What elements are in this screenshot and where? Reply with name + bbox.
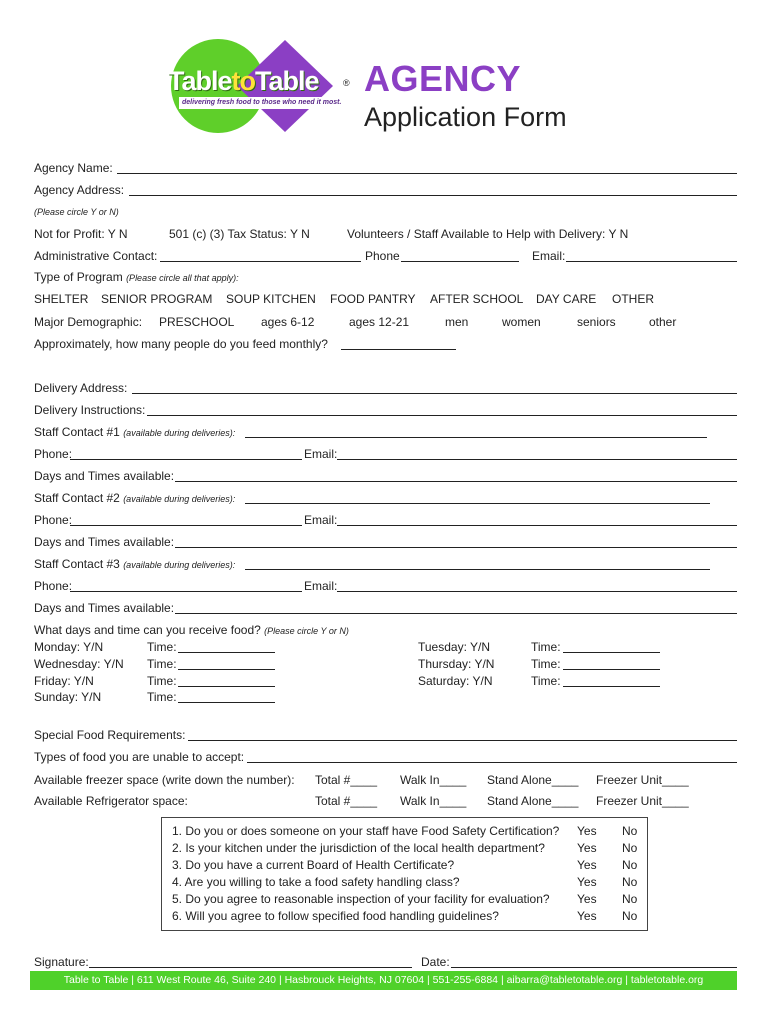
- footer-contact-bar: Table to Table | 611 West Route 46, Suite 240 | Hasbrouck Heights, NJ 07604 | 551-255-6884 | aibarra@tabletotable.org | tabletotable.org: [30, 971, 737, 990]
- staff-1-days-label: Days and Times available:: [34, 469, 175, 483]
- staff-2-days-label: Days and Times available:: [34, 535, 175, 549]
- question-4-no[interactable]: No: [622, 875, 638, 889]
- day-thursday[interactable]: Thursday: Y/N: [418, 657, 495, 671]
- staff-1-email-field[interactable]: [337, 459, 737, 460]
- agency-address-label: Agency Address:: [34, 183, 125, 197]
- admin-phone-field[interactable]: [401, 261, 519, 262]
- day-sunday[interactable]: Sunday: Y/N: [34, 690, 102, 704]
- time-label-saturday: Time:: [531, 674, 561, 688]
- program-type-after-school[interactable]: AFTER SCHOOL: [430, 292, 524, 306]
- staff-2-phone-label: Phone:: [34, 513, 73, 527]
- staff-1-phone-field[interactable]: [70, 459, 302, 460]
- signature-label: Signature:: [34, 955, 89, 969]
- demo-women[interactable]: women: [502, 315, 541, 329]
- delivery-instructions-label: Delivery Instructions:: [34, 403, 146, 417]
- staff-2-days-field[interactable]: [175, 547, 737, 548]
- day-friday[interactable]: Friday: Y/N: [34, 674, 94, 688]
- staff-contact-2-label: Staff Contact #2 (available during deliveries):: [34, 491, 236, 505]
- question-3-yes[interactable]: Yes: [577, 858, 597, 872]
- fridge-walk-in[interactable]: Walk In____: [400, 794, 467, 808]
- delivery-instructions-field[interactable]: [147, 415, 737, 416]
- question-5: 5. Do you agree to reasonable inspection of your facility for evaluation?: [172, 892, 550, 906]
- time-field-saturday[interactable]: [563, 686, 660, 687]
- staff-1-email-label: Email:: [304, 447, 338, 461]
- question-4: 4. Are you willing to take a food safety handling class?: [172, 875, 460, 889]
- program-type-soup-kitchen[interactable]: SOUP KITCHEN: [226, 292, 316, 306]
- time-field-monday[interactable]: [178, 652, 275, 653]
- question-6-yes[interactable]: Yes: [577, 909, 597, 923]
- staff-2-email-label: Email:: [304, 513, 338, 527]
- time-field-tuesday[interactable]: [563, 652, 660, 653]
- type-program-label: Type of Program (Please circle all that apply):: [34, 270, 239, 284]
- registered-mark: ®: [343, 78, 350, 88]
- freezer-walk-in[interactable]: Walk In____: [400, 773, 467, 787]
- time-field-wednesday[interactable]: [178, 669, 275, 670]
- program-type-food-pantry[interactable]: FOOD PANTRY: [330, 292, 416, 306]
- day-saturday[interactable]: Saturday: Y/N: [418, 674, 493, 688]
- question-1-yes[interactable]: Yes: [577, 824, 597, 838]
- question-3-no[interactable]: No: [622, 858, 638, 872]
- day-monday[interactable]: Monday: Y/N: [34, 640, 104, 654]
- question-2-no[interactable]: No: [622, 841, 638, 855]
- staff-2-email-field[interactable]: [337, 525, 737, 526]
- demo-men[interactable]: men: [445, 315, 469, 329]
- date-field[interactable]: [451, 967, 737, 968]
- question-4-yes[interactable]: Yes: [577, 875, 597, 889]
- time-field-friday[interactable]: [178, 686, 275, 687]
- question-5-no[interactable]: No: [622, 892, 638, 906]
- special-requirements-label: Special Food Requirements:: [34, 728, 186, 742]
- freezer-space-label: Available freezer space (write down the number):: [34, 773, 295, 787]
- question-2-yes[interactable]: Yes: [577, 841, 597, 855]
- demo-seniors[interactable]: seniors: [577, 315, 616, 329]
- freezer-total[interactable]: Total #____: [315, 773, 378, 787]
- question-5-yes[interactable]: Yes: [577, 892, 597, 906]
- time-label-wednesday: Time:: [147, 657, 177, 671]
- date-label: Date:: [421, 955, 450, 969]
- signature-field[interactable]: [89, 967, 412, 968]
- tax-status[interactable]: 501 (c) (3) Tax Status: Y N: [169, 227, 310, 241]
- time-field-thursday[interactable]: [563, 669, 660, 670]
- admin-email-field[interactable]: [566, 261, 737, 262]
- staff-1-days-field[interactable]: [175, 481, 737, 482]
- people-fed-label: Approximately, how many people do you feed monthly?: [34, 337, 328, 351]
- receive-food-label: What days and time can you receive food? (Please circle Y or N): [34, 623, 349, 637]
- admin-contact-label: Administrative Contact:: [34, 249, 158, 263]
- page-subtitle: Application Form: [364, 102, 567, 132]
- admin-email-label: Email:: [532, 249, 566, 263]
- day-wednesday[interactable]: Wednesday: Y/N: [34, 657, 124, 671]
- fridge-space-label: Available Refrigerator space:: [34, 794, 188, 808]
- special-requirements-field[interactable]: [188, 740, 737, 741]
- circle-note: (Please circle Y or N): [34, 207, 119, 217]
- staff-contact-2-field[interactable]: [245, 503, 710, 504]
- admin-phone-label: Phone: [365, 249, 400, 263]
- staff-3-phone-field[interactable]: [70, 591, 302, 592]
- staff-contact-3-label: Staff Contact #3 (available during deliveries):: [34, 557, 236, 571]
- staff-contact-1-label: Staff Contact #1 (available during deliveries):: [34, 425, 236, 439]
- people-fed-field[interactable]: [341, 349, 456, 350]
- demo-other[interactable]: other: [649, 315, 677, 329]
- staff-3-days-field[interactable]: [175, 613, 737, 614]
- program-type-other[interactable]: OTHER: [612, 292, 654, 306]
- fridge-total[interactable]: Total #____: [315, 794, 378, 808]
- unable-accept-field[interactable]: [247, 762, 737, 763]
- agency-name-field[interactable]: [117, 173, 737, 174]
- program-type-shelter[interactable]: SHELTER: [34, 292, 89, 306]
- time-label-friday: Time:: [147, 674, 177, 688]
- demo-ages-12-21[interactable]: ages 12-21: [349, 315, 410, 329]
- freezer-stand-alone[interactable]: Stand Alone____: [487, 773, 579, 787]
- question-1: 1. Do you or does someone on your staff have Food Safety Certification?: [172, 824, 560, 838]
- time-label-tuesday: Time:: [531, 640, 561, 654]
- page-title: AGENCY: [364, 58, 522, 99]
- volunteers-available[interactable]: Volunteers / Staff Available to Help with Delivery: Y N: [347, 227, 629, 241]
- logo: [165, 36, 365, 136]
- staff-3-days-label: Days and Times available:: [34, 601, 175, 615]
- day-tuesday[interactable]: Tuesday: Y/N: [418, 640, 491, 654]
- staff-2-phone-field[interactable]: [70, 525, 302, 526]
- staff-3-email-label: Email:: [304, 579, 338, 593]
- unable-accept-label: Types of food you are unable to accept:: [34, 750, 245, 764]
- delivery-address-field[interactable]: [132, 393, 737, 394]
- time-label-thursday: Time:: [531, 657, 561, 671]
- admin-contact-field[interactable]: [160, 261, 361, 262]
- question-2: 2. Is your kitchen under the jurisdiction of the local health department?: [172, 841, 545, 855]
- agency-name-label: Agency Name:: [34, 161, 113, 175]
- freezer-unit[interactable]: Freezer Unit____: [596, 773, 689, 787]
- staff-3-email-field[interactable]: [337, 591, 737, 592]
- delivery-address-label: Delivery Address:: [34, 381, 128, 395]
- demo-preschool[interactable]: PRESCHOOL: [159, 315, 235, 329]
- question-3: 3. Do you have a current Board of Health Certificate?: [172, 858, 455, 872]
- demo-ages-6-12[interactable]: ages 6-12: [261, 315, 315, 329]
- time-label-sunday: Time:: [147, 690, 177, 704]
- fridge-freezer-unit[interactable]: Freezer Unit____: [596, 794, 689, 808]
- program-type-day-care[interactable]: DAY CARE: [536, 292, 597, 306]
- time-label-monday: Time:: [147, 640, 177, 654]
- logo-wordmark: TabletoTable: [168, 66, 319, 96]
- major-demo-label: Major Demographic:: [34, 315, 143, 329]
- logo-tagline: delivering fresh food to those who need it most.: [179, 97, 349, 109]
- staff-contact-1-field[interactable]: [245, 437, 707, 438]
- program-type-senior[interactable]: SENIOR PROGRAM: [101, 292, 213, 306]
- fridge-stand-alone[interactable]: Stand Alone____: [487, 794, 579, 808]
- time-field-sunday[interactable]: [178, 702, 275, 703]
- not-for-profit[interactable]: Not for Profit: Y N: [34, 227, 128, 241]
- agency-address-field[interactable]: [129, 195, 737, 196]
- safety-questions-box: [161, 817, 648, 931]
- question-1-no[interactable]: No: [622, 824, 638, 838]
- question-6: 6. Will you agree to follow specified food handling guidelines?: [172, 909, 499, 923]
- staff-1-phone-label: Phone:: [34, 447, 73, 461]
- staff-contact-3-field[interactable]: [245, 569, 710, 570]
- question-6-no[interactable]: No: [622, 909, 638, 923]
- staff-3-phone-label: Phone:: [34, 579, 73, 593]
